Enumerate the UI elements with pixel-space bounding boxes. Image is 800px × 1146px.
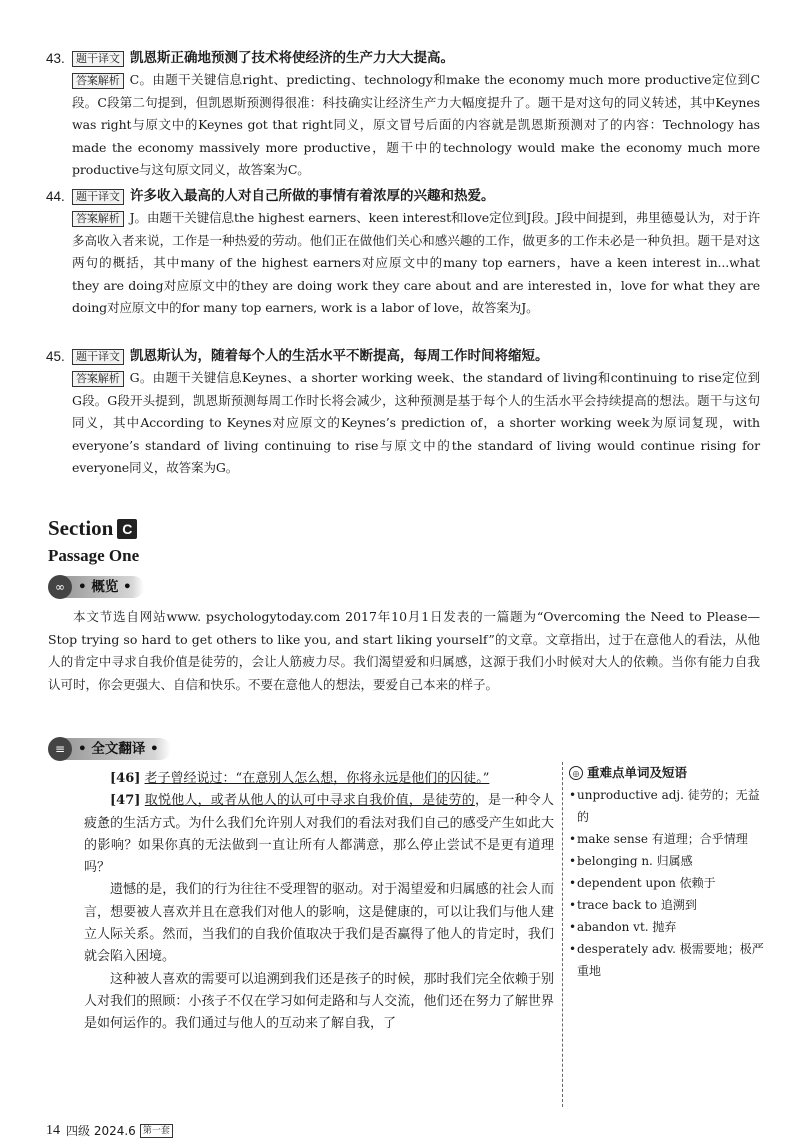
translation-paragraph: 这种被人喜欢的需要可以追溯到我们还是孩子的时候，那时我们完全依赖于别人对我们的照顾：小孩子不仅在学习如何走路和与人交流，他们还在努力了解世界是如何运作的。我们通过与他人的互动来了解自我，了	[84, 971, 554, 1032]
overview-text: 本文节选自网站www. psychologytoday.com 2017年10月1日发表的一篇题为“Overcoming the Need to Please—Stop trying so hard to get others to like you, and start liking yourself”的文章。文章指出，过于在意他人的看法，从他人的肯定中寻求自我价值是徒劳的，会让人筋疲力尽。我们渴望爱和归属感，这源于我们小时候对大人的依赖。当你有能力自我认可时，你会更强大、自信和快乐。不要在意他人的想法，要爱自己本来的样子。	[48, 609, 760, 692]
question-stem: 许多收入最高的人对自己所做的事情有着浓厚的兴趣和热爱。	[130, 188, 495, 204]
translation-label: • 全文翻译 •	[64, 738, 171, 760]
vocab-item: • desperately adv. 极需要地；极严重地	[569, 938, 769, 982]
question-43	[46, 48, 760, 182]
analysis-text: J。由题干关键信息the highest earners、keen interest和love定位到J段。J段中间提到，弗里德曼认为，对于许多高收入者来说，工作是一种热爱的劳动。他们正在做他们关心和感兴趣的工作，做更多的工作未必是一种负担。题干是对这两句的概括，其中many of the highest earners对应原文中的many top earners，have a keen interest in...what they are doing对应原文中的they are doing work they care about and are interested in，love for what they are doing对应原文中的for many top earners, work is a labor of love，故答案为J。	[72, 210, 760, 315]
answer-analysis-tag: 答案解析	[72, 371, 124, 387]
underlined-text: 取悦他人，或者从他人的认可中寻求自我价值，是徒劳的	[144, 793, 475, 809]
overview-label: • 概览 •	[64, 576, 144, 598]
vocab-item: • trace back to 追溯到	[569, 894, 769, 916]
answer-analysis	[72, 207, 760, 320]
question-number: 45.	[46, 349, 65, 364]
answer-analysis	[72, 367, 760, 480]
paragraph-marker: [46]	[110, 771, 141, 786]
paragraph-marker: [47]	[110, 793, 141, 809]
translation-banner	[48, 736, 171, 762]
stem-translation-tag: 题干译文	[72, 51, 124, 67]
full-translation	[84, 768, 554, 1036]
section-letter-badge: C	[117, 519, 137, 539]
vocab-item: • unproductive adj. 徒劳的；无益的	[569, 784, 769, 828]
glasses-icon: ∞	[48, 575, 72, 599]
section-title: Section	[48, 516, 114, 540]
vocab-item: • dependent upon 依赖于	[569, 872, 769, 894]
vocabulary-title: 重难点单词及短语	[587, 765, 688, 780]
question-stem: 凯恩斯正确地预测了技术将使经济的生产力大大提高。	[130, 50, 454, 66]
vocab-item: • abandon vt. 抛弃	[569, 916, 769, 938]
question-44-heading	[46, 186, 760, 207]
overview-banner	[48, 574, 144, 600]
section-heading	[48, 516, 137, 541]
target-icon: ◎	[569, 766, 583, 780]
stem-translation-tag: 题干译文	[72, 349, 124, 365]
paragraph-text: ，是一种令人疲惫的生活方式。为什么我们允许别人对我们的看法对我们自己的感受产生如此大的影响？如果你真的无法做到一直让所有人都满意，那么停止尝试不是更有道理吗？	[84, 793, 554, 876]
question-45	[46, 346, 760, 480]
book-icon: ≡	[48, 737, 72, 761]
question-number: 44.	[46, 189, 65, 204]
analysis-text: G。由题干关键信息Keynes、a shorter working week、the standard of living和continuing to rise定位到G段。G段开头提到，凯恩斯预测每周工作时长将会减少，这种预测是基于每个人的生活水平会持续提高的想法。题干与这句同义，其中According to Keynes对应原文的Keynes’s prediction of，a shorter working week为原词复现，with everyone’s standard of living continuing to rise与原文中的the standard of living would continue rising for everyone同义，故答案为G。	[72, 370, 760, 475]
stem-translation-tag: 题干译文	[72, 189, 124, 205]
translation-paragraph-46	[84, 768, 554, 790]
set-badge: 第一套	[140, 1124, 173, 1138]
answer-analysis-tag: 答案解析	[72, 73, 124, 89]
vocab-item: • make sense 有道理；合乎情理	[569, 828, 769, 850]
page-footer	[46, 1122, 173, 1139]
vocabulary-sidebar	[562, 762, 769, 1107]
question-stem: 凯恩斯认为，随着每个人的生活水平不断提高，每周工作时间将缩短。	[130, 348, 549, 364]
journal-issue: 四级 2024.6	[66, 1124, 136, 1138]
answer-analysis-tag: 答案解析	[72, 211, 124, 227]
paragraph-text: 老子曾经说过：“在意别人怎么想，你将永远是他们的囚徒。”	[144, 771, 490, 786]
question-number: 43.	[46, 51, 65, 66]
analysis-text: C。由题干关键信息right、predicting、technology和make the economy much more productive定位到C段。C段第二句提到，但凯恩斯预测得很准：科技确实让经济生产力大幅度提升了。题干是对这句的同义转述，其中Keynes was right与原文中的Keynes got that right同义，原文冒号后面的内容就是凯恩斯预测对了的内容：Technology has made the economy massively more productive，题干中的technology would make the economy much more productive与这句原文同义，故答案为C。	[72, 72, 760, 177]
translation-paragraph-47	[84, 790, 554, 879]
vocabulary-heading	[569, 762, 769, 784]
question-45-heading	[46, 346, 760, 367]
question-44	[46, 186, 760, 320]
question-43-heading	[46, 48, 760, 69]
translation-paragraph: 遗憾的是，我们的行为往往不受理智的驱动。对于渴望爱和归属感的社会人而言，想要被人喜欢并且在意我们对他人的影响，这是健康的，可以让我们与他人建立人际关系。然而，当我们的自我价值取决于我们是否赢得了他人的肯定时，我们就会陷入困境。	[84, 882, 554, 965]
answer-analysis	[72, 69, 760, 182]
page-number: 14	[46, 1122, 60, 1138]
passage-title: Passage One	[48, 546, 140, 565]
vocab-item: • belonging n. 归属感	[569, 850, 769, 872]
